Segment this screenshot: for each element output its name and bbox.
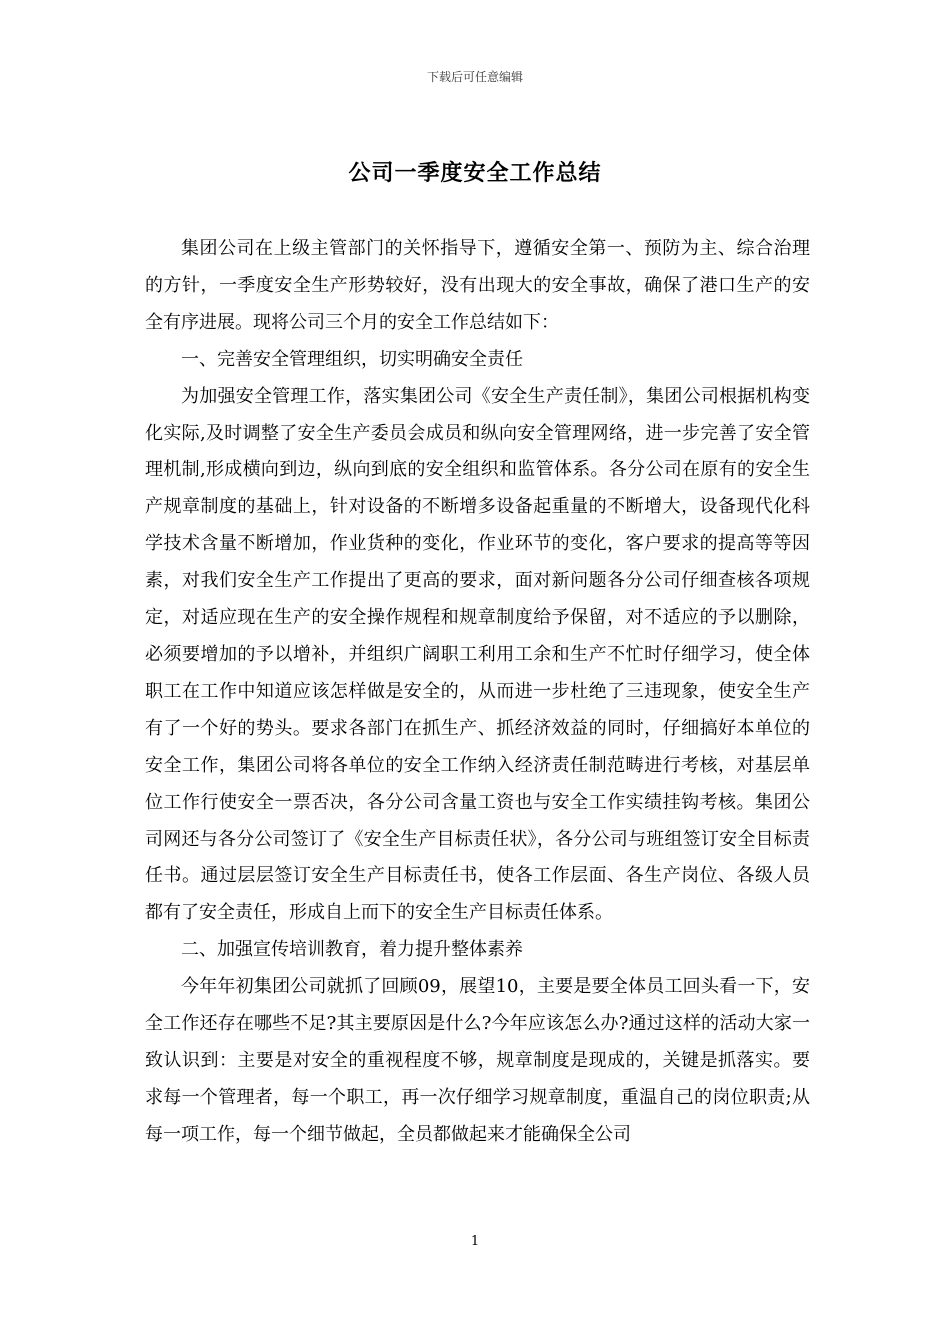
section-1-paragraph: 为加强安全管理工作，落实集团公司《安全生产责任制》，集团公司根据机构变化实际,及时调整了安全生产委员会成员和纵向安全管理网络，进一步完善了安全管理机制,形成横向到边，纵向到底的安全组织和监管体系。各分公司在原有的安全生产规章制度的基础上，针对设备的不断增多设备起重量的不断增大，设备现代化科学技术含量不断增加，作业货种的变化，作业环节的变化，客户要求的提高等等因素，对我们安全生产工作提出了更高的要求，面对新问题各分公司仔细查核各项规定，对适应现在生产的安全操作规程和规章制度给予保留，对不适应的予以删除，必须要增加的予以增补，并组织广阔职工利用工余和生产不忙时仔细学习，使全体职工在工作中知道应该怎样做是安全的，从而进一步杜绝了三违现象，使安全生产有了一个好的势头。要求各部门在抓生产、抓经济效益的同时，仔细搞好本单位的安全工作，集团公司将各单位的安全工作纳入经济责任制范畴进行考核，对基层单位工作行使安全一票否决，各分公司含量工资也与安全工作实绩挂钩考核。集团公司网还与各分公司签订了《安全生产目标责任状》，各分公司与班组签订安全目标责任书。通过层层签订安全生产目标责任书，使各工作层面、各生产岗位、各级人员都有了安全责任，形成自上而下的安全生产目标责任体系。: [145, 385, 810, 924]
section-heading-1: 一、完善安全管理组织，切实明确安全责任: [181, 348, 523, 370]
document-title: 公司一季度安全工作总结: [348, 160, 602, 186]
document-body: [145, 231, 810, 1154]
section-heading-2: 二、加强宣传培训教育，着力提升整体素养: [181, 939, 523, 961]
intro-paragraph: 集团公司在上级主管部门的关怀指导下，遵循安全第一、预防为主、综合治理的方针，一季度安全生产形势较好，没有出现大的安全事故，确保了港口生产的安全有序进展。现将公司三个月的安全工作总结如下：: [145, 238, 810, 333]
header-note: 下载后可任意编辑: [426, 70, 523, 84]
page-number: 1: [470, 1234, 480, 1249]
section-2-paragraph: 今年年初集团公司就抓了回顾09，展望10，主要是要全体员工回头看一下，安全工作还存在哪些不足?其主要原因是什么?今年应该怎么办?通过这样的活动大家一致认识到：主要是对安全的重视程度不够，规章制度是现成的，关键是抓落实。要求每一个管理者，每一个职工，再一次仔细学习规章制度，重温自己的岗位职责;从每一项工作，每一个细节做起，全员都做起来才能确保全公司: [145, 976, 810, 1145]
